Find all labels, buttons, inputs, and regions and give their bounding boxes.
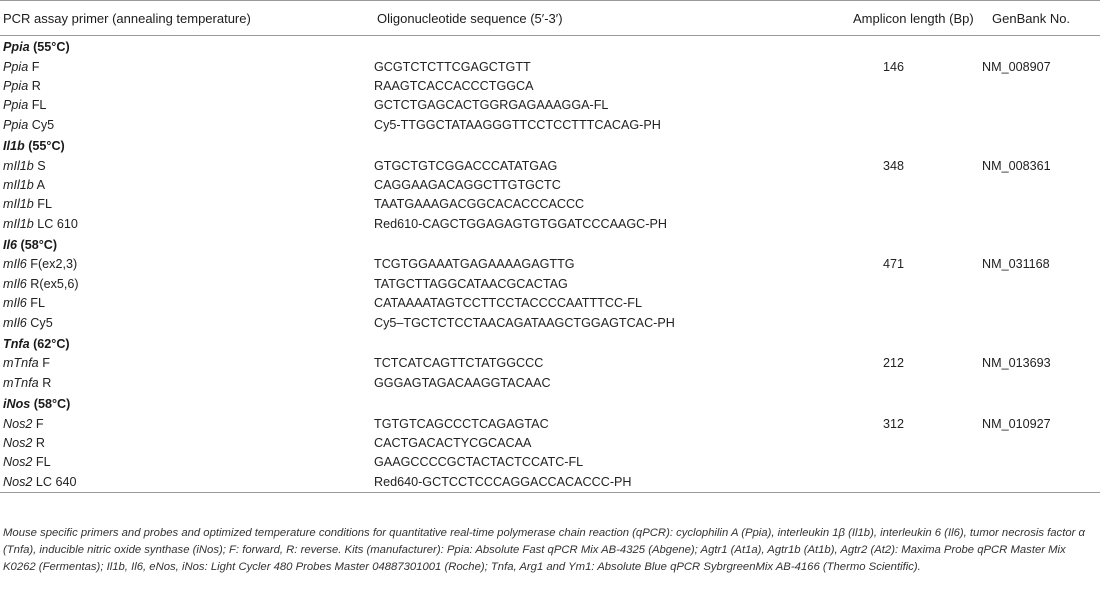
- primer-row: [0, 215, 1100, 234]
- oligo-sequence: GAAGCCCCGCTACTACTCCATC-FL: [374, 455, 584, 470]
- table-footnote: Mouse specific primers and probes and optimized temperature conditions for quantitative real-time polymerase chain reaction (qPCR): cyclophilin A (Ppia), interleukin 1β (Il1b), interleukin 6 (Il6), tumor necrosis factor α (Tnfa), inducible nitric oxide synthase (iNos); F: forward, R: reverse. Kits (manufacturer): Ppia: Absolute Fast qPCR Mix AB-4325 (Abgene); Agtr1 (At1a), Agtr1b (At1b), Agtr2 (At2): Maxima Probe qPCR Master Mix K0262 (Fermentas); Il1b, Il6, eNos, iNos: Light Cycler 480 Probes Master 04887301001 (Roche); Tnfa, Arg1 and Ym1: Absolute Blue qPCR SybrgreenMix AB-4166 (Thermo Scientific).: [3, 527, 1085, 573]
- group-gene: Ppia: [3, 40, 30, 55]
- oligo-sequence: GCTCTGAGCACTGGRGAGAAAGGA-FL: [374, 98, 609, 113]
- primer-row: [0, 77, 1100, 96]
- primer-suffix: LC 640: [32, 474, 77, 489]
- primer-name: [0, 215, 374, 234]
- primer-row: [0, 176, 1100, 195]
- amplicon-length: 348: [883, 158, 905, 173]
- amplicon-length: [814, 313, 978, 332]
- genbank-number: [978, 96, 1100, 115]
- primer-gene: mIl6: [3, 315, 27, 330]
- primer-row: [0, 374, 1100, 393]
- primer-row: [0, 354, 1100, 373]
- primer-suffix: F: [28, 59, 40, 74]
- primer-suffix: FL: [32, 455, 51, 470]
- header-primer: PCR assay primer (annealing temperature): [0, 1, 374, 36]
- group-label: [0, 234, 1100, 255]
- primer-gene: mIl6: [3, 276, 27, 291]
- group-label: [0, 135, 1100, 156]
- genbank-number: [978, 215, 1100, 234]
- primer-suffix: R(ex5,6): [26, 276, 79, 291]
- oligo-sequence: TCGTGGAAATGAGAAAAGAGTTG: [374, 257, 575, 272]
- oligo-sequence: Red610-CAGCTGGAGAGTGTGGATCCCAAGC-PH: [374, 216, 667, 231]
- primer-name: [0, 176, 374, 195]
- primer-name: [0, 275, 374, 294]
- group-row: [0, 36, 1100, 58]
- amplicon-length: [814, 195, 978, 214]
- table-body: [0, 36, 1100, 493]
- primer-gene: Ppia: [3, 78, 29, 93]
- header-sequence: Oligonucleotide sequence (5′-3′): [374, 1, 814, 36]
- amplicon-length: [814, 77, 978, 96]
- primer-name: [0, 374, 374, 393]
- group-label: [0, 393, 1100, 414]
- oligo-sequence: Cy5-TTGGCTATAAGGGTTCCTCCTTTCACAG-PH: [374, 117, 661, 132]
- primer-row: [0, 313, 1100, 332]
- genbank-number: NM_008361: [982, 158, 1051, 173]
- group-temp: (58°C): [17, 238, 58, 253]
- genbank-number: NM_031168: [982, 257, 1050, 272]
- primer-gene: Nos2: [3, 416, 33, 431]
- primer-suffix: R: [28, 78, 41, 93]
- primer-row: [0, 434, 1100, 453]
- group-row: [0, 333, 1100, 354]
- primer-name: [0, 57, 374, 76]
- amplicon-length: [814, 215, 978, 234]
- primer-name: [0, 434, 374, 453]
- oligo-sequence: GTGCTGTCGGACCCATATGAG: [374, 158, 558, 173]
- primer-suffix: F(ex2,3): [26, 257, 78, 272]
- primer-gene: mTnfa: [3, 375, 39, 390]
- amplicon-length: [814, 176, 978, 195]
- primer-gene: Ppia: [3, 59, 29, 74]
- primer-suffix: F: [32, 416, 44, 431]
- oligo-sequence: TATGCTTAGGCATAACGCACTAG: [374, 276, 568, 291]
- group-label: [0, 36, 1100, 58]
- oligo-sequence: TGTGTCAGCCCTCAGAGTAC: [374, 416, 549, 431]
- primer-suffix: LC 610: [33, 216, 78, 231]
- primer-gene: mIl1b: [3, 216, 34, 231]
- genbank-number: NM_013693: [982, 356, 1051, 371]
- header-genbank: GenBank No.: [978, 1, 1100, 36]
- amplicon-length: 312: [883, 416, 905, 431]
- genbank-number: [978, 275, 1100, 294]
- primer-row: [0, 473, 1100, 493]
- primer-suffix: R: [32, 436, 45, 450]
- group-gene: Tnfa: [3, 337, 30, 352]
- header-row: [0, 1, 1100, 36]
- amplicon-length: [814, 96, 978, 115]
- oligo-sequence: GCGTCTCTTCGAGCTGTT: [374, 59, 531, 74]
- primer-suffix: FL: [26, 296, 45, 311]
- group-row: [0, 393, 1100, 414]
- genbank-number: [978, 313, 1100, 332]
- amplicon-length: [814, 116, 978, 135]
- primer-row: [0, 255, 1100, 274]
- primer-row: [0, 453, 1100, 472]
- oligo-sequence: CAGGAAGACAGGCTTGTGCTC: [374, 177, 561, 192]
- primer-gene: Ppia: [3, 98, 29, 113]
- primer-name: [0, 354, 374, 373]
- primer-suffix: A: [33, 177, 46, 192]
- primer-gene: mIl6: [3, 257, 27, 272]
- primer-row: [0, 414, 1100, 433]
- primer-name: [0, 294, 374, 313]
- genbank-number: [978, 195, 1100, 214]
- oligo-sequence: TCTCATCAGTTCTATGGCCC: [374, 356, 544, 371]
- genbank-number: NM_010927: [982, 416, 1051, 431]
- amplicon-length: 146: [883, 59, 905, 74]
- primer-name: [0, 473, 374, 493]
- primer-name: [0, 313, 374, 332]
- primer-suffix: FL: [28, 98, 47, 113]
- primer-name: [0, 195, 374, 214]
- primer-name: [0, 96, 374, 115]
- primer-gene: Nos2: [3, 474, 33, 489]
- genbank-number: [978, 77, 1100, 96]
- oligo-sequence: RAAGTCACCACCCTGGCA: [374, 78, 534, 93]
- amplicon-length: [814, 275, 978, 294]
- primer-gene: mIl1b: [3, 158, 34, 173]
- primer-name: [0, 255, 374, 274]
- primer-row: [0, 96, 1100, 115]
- oligo-sequence: CATAAAATAGTCCTTCCTACCCCAATTTCC-FL: [374, 296, 642, 311]
- amplicon-length: 212: [883, 356, 905, 371]
- oligo-sequence: GGGAGTAGACAAGGTACAAC: [374, 375, 551, 390]
- primer-gene: mIl1b: [3, 197, 34, 212]
- primer-name: [0, 156, 374, 175]
- primer-name: [0, 414, 374, 433]
- genbank-number: [978, 374, 1100, 393]
- primer-gene: mTnfa: [3, 356, 39, 371]
- group-temp: (62°C): [29, 337, 70, 352]
- primer-row: [0, 57, 1100, 76]
- primer-suffix: S: [33, 158, 46, 173]
- amplicon-length: [814, 473, 978, 493]
- oligo-sequence: TAATGAAAGACGGCACACCCACCC: [374, 197, 585, 212]
- genbank-number: [978, 453, 1100, 472]
- oligo-sequence: Cy5–TGCTCTCCTAACAGATAAGCTGGAGTCAC-PH: [374, 315, 675, 330]
- genbank-number: [978, 176, 1100, 195]
- group-temp: (55°C): [24, 139, 65, 154]
- genbank-number: NM_008907: [982, 59, 1051, 74]
- amplicon-length: [814, 453, 978, 472]
- group-gene: iNos: [3, 397, 31, 412]
- genbank-number: [978, 294, 1100, 313]
- primer-row: [0, 156, 1100, 175]
- group-gene: Il6: [3, 238, 18, 253]
- group-label: [0, 333, 1100, 354]
- primer-gene: Nos2: [3, 436, 33, 450]
- primer-suffix: Cy5: [28, 117, 55, 132]
- primer-row: [0, 116, 1100, 135]
- primer-name: [0, 116, 374, 135]
- primer-gene: Nos2: [3, 455, 33, 470]
- primer-suffix: FL: [33, 197, 52, 212]
- oligo-sequence: Red640-GCTCCTCCCAGGACCACACCC-PH: [374, 473, 814, 493]
- amplicon-length: 471: [883, 257, 905, 272]
- oligo-sequence: CACTGACACTYCGCACAA: [374, 436, 532, 450]
- primer-suffix: Cy5: [26, 315, 53, 330]
- primer-name: [0, 453, 374, 472]
- amplicon-length: [814, 374, 978, 393]
- genbank-number: [978, 434, 1100, 453]
- primer-gene: mIl6: [3, 296, 27, 311]
- group-gene: Il1b: [3, 139, 25, 154]
- primer-row: [0, 275, 1100, 294]
- primer-row: [0, 195, 1100, 214]
- primer-suffix: F: [38, 356, 50, 371]
- group-temp: (58°C): [30, 397, 71, 412]
- primer-gene: mIl1b: [3, 177, 34, 192]
- primer-row: [0, 294, 1100, 313]
- group-temp: (55°C): [29, 40, 70, 55]
- group-row: [0, 234, 1100, 255]
- genbank-number: [978, 473, 1100, 493]
- amplicon-length: [814, 294, 978, 313]
- primer-suffix: R: [38, 375, 52, 390]
- group-row: [0, 135, 1100, 156]
- primer-name: [0, 77, 374, 96]
- genbank-number: [978, 116, 1100, 135]
- primer-gene: Ppia: [3, 117, 29, 132]
- amplicon-length: [814, 434, 978, 453]
- header-length: Amplicon length (Bp): [814, 1, 978, 36]
